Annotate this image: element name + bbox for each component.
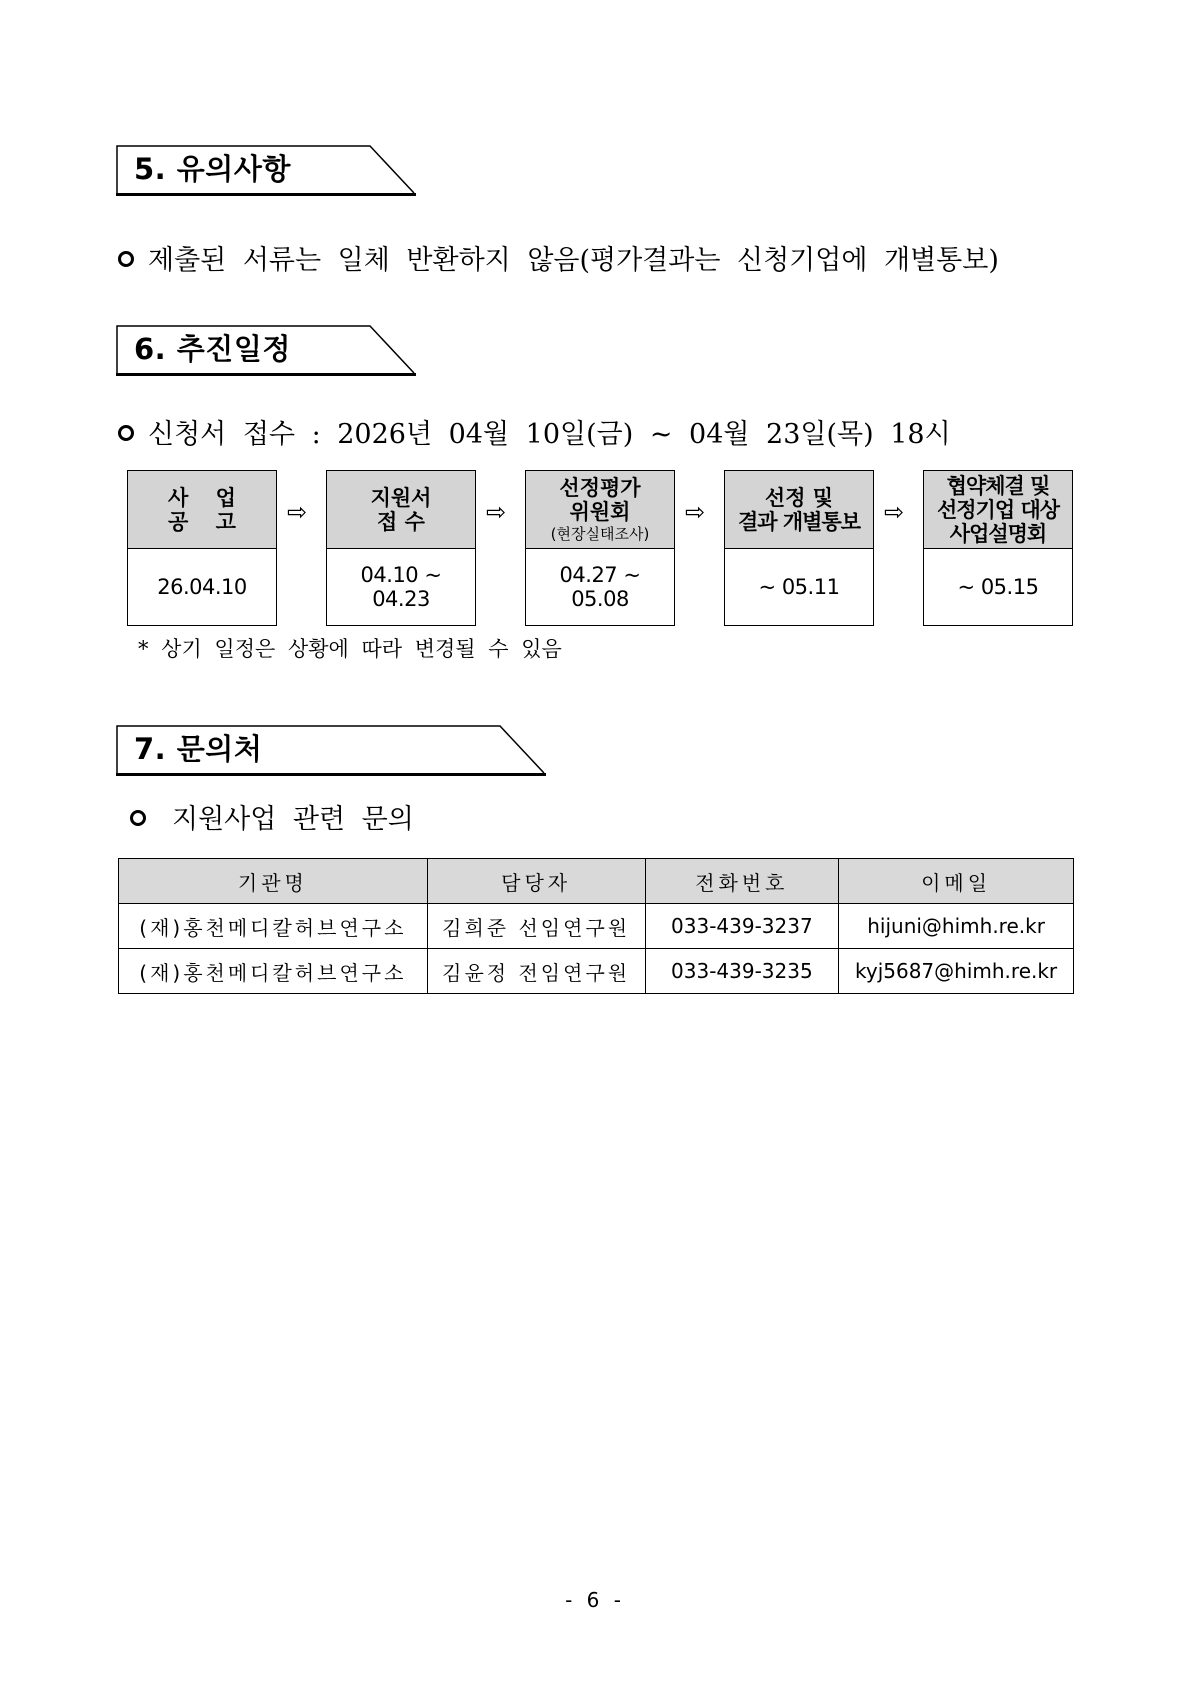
schedule-step-date: ~ 05.15 bbox=[957, 575, 1039, 599]
section-6-bullet-text: 신청서 접수 : 2026년 04월 10일(금) ~ 04월 23일(목) 18시 bbox=[148, 419, 951, 450]
schedule-step-agreement bbox=[923, 470, 1073, 626]
schedule-step-title: 선정평가 위원회 (현장실태조사) bbox=[526, 471, 674, 549]
section-5-bullet bbox=[118, 244, 999, 278]
flow-arrow-icon: ⇨ bbox=[287, 498, 308, 526]
table-header-row bbox=[119, 859, 1074, 904]
schedule-step-title: 협약체결 및 선정기업 대상 사업설명회 bbox=[924, 471, 1072, 549]
email-cell: kyj5687@himh.re.kr bbox=[839, 949, 1074, 994]
schedule-step-date: 26.04.10 bbox=[157, 575, 247, 599]
organization-cell: (재)홍천메디칼허브연구소 bbox=[119, 949, 428, 994]
bullet-circle-icon bbox=[118, 251, 134, 267]
section-6-header bbox=[116, 325, 416, 375]
page-number: - 6 - bbox=[565, 1588, 625, 1612]
schedule-step-selection bbox=[724, 470, 874, 626]
section-5-bullet-text: 제출된 서류는 일체 반환하지 않음(평가결과는 신청기업에 개별통보) bbox=[148, 245, 999, 276]
phone-cell: 033-439-3237 bbox=[645, 904, 839, 949]
contact-person-cell: 김희준 선임연구원 bbox=[427, 904, 645, 949]
schedule-step-evaluation bbox=[525, 470, 675, 626]
contact-person-cell: 김윤정 전임연구원 bbox=[427, 949, 645, 994]
section-5-header bbox=[116, 145, 416, 195]
section-6-bullet bbox=[118, 418, 951, 452]
schedule-step-announcement bbox=[127, 470, 277, 626]
column-header-email: 이메일 bbox=[839, 859, 1074, 904]
schedule-step-date: 04.27 ~ 05.08 bbox=[559, 563, 641, 611]
column-header-contact-person: 담당자 bbox=[427, 859, 645, 904]
contact-table bbox=[118, 858, 1074, 994]
section-7-bullet-text: 지원사업 관련 문의 bbox=[172, 804, 414, 835]
bullet-circle-icon bbox=[118, 425, 134, 441]
flow-arrow-icon: ⇨ bbox=[486, 498, 507, 526]
schedule-note: * 상기 일정은 상황에 따라 변경될 수 있음 bbox=[138, 637, 562, 661]
table-row bbox=[119, 904, 1074, 949]
column-header-organization: 기관명 bbox=[119, 859, 428, 904]
section-5-title: 5. 유의사항 bbox=[134, 152, 291, 186]
schedule-step-title: 지원서 접 수 bbox=[327, 471, 475, 549]
email-cell: hijuni@himh.re.kr bbox=[839, 904, 1074, 949]
schedule-step-date: 04.10 ~ 04.23 bbox=[360, 563, 442, 611]
section-7-bullet bbox=[130, 803, 414, 837]
schedule-step-title: 사 업 공 고 bbox=[128, 471, 276, 549]
table-row bbox=[119, 949, 1074, 994]
schedule-step-application bbox=[326, 470, 476, 626]
section-7-title: 7. 문의처 bbox=[134, 732, 263, 766]
bullet-circle-icon bbox=[130, 810, 146, 826]
phone-cell: 033-439-3235 bbox=[645, 949, 839, 994]
section-6-title: 6. 추진일정 bbox=[134, 332, 291, 366]
section-7-header bbox=[116, 725, 546, 775]
column-header-phone: 전화번호 bbox=[645, 859, 839, 904]
flow-arrow-icon: ⇨ bbox=[884, 498, 905, 526]
flow-arrow-icon: ⇨ bbox=[685, 498, 706, 526]
schedule-step-title: 선정 및 결과 개별통보 bbox=[725, 471, 873, 549]
organization-cell: (재)홍천메디칼허브연구소 bbox=[119, 904, 428, 949]
schedule-step-date: ~ 05.11 bbox=[758, 575, 840, 599]
